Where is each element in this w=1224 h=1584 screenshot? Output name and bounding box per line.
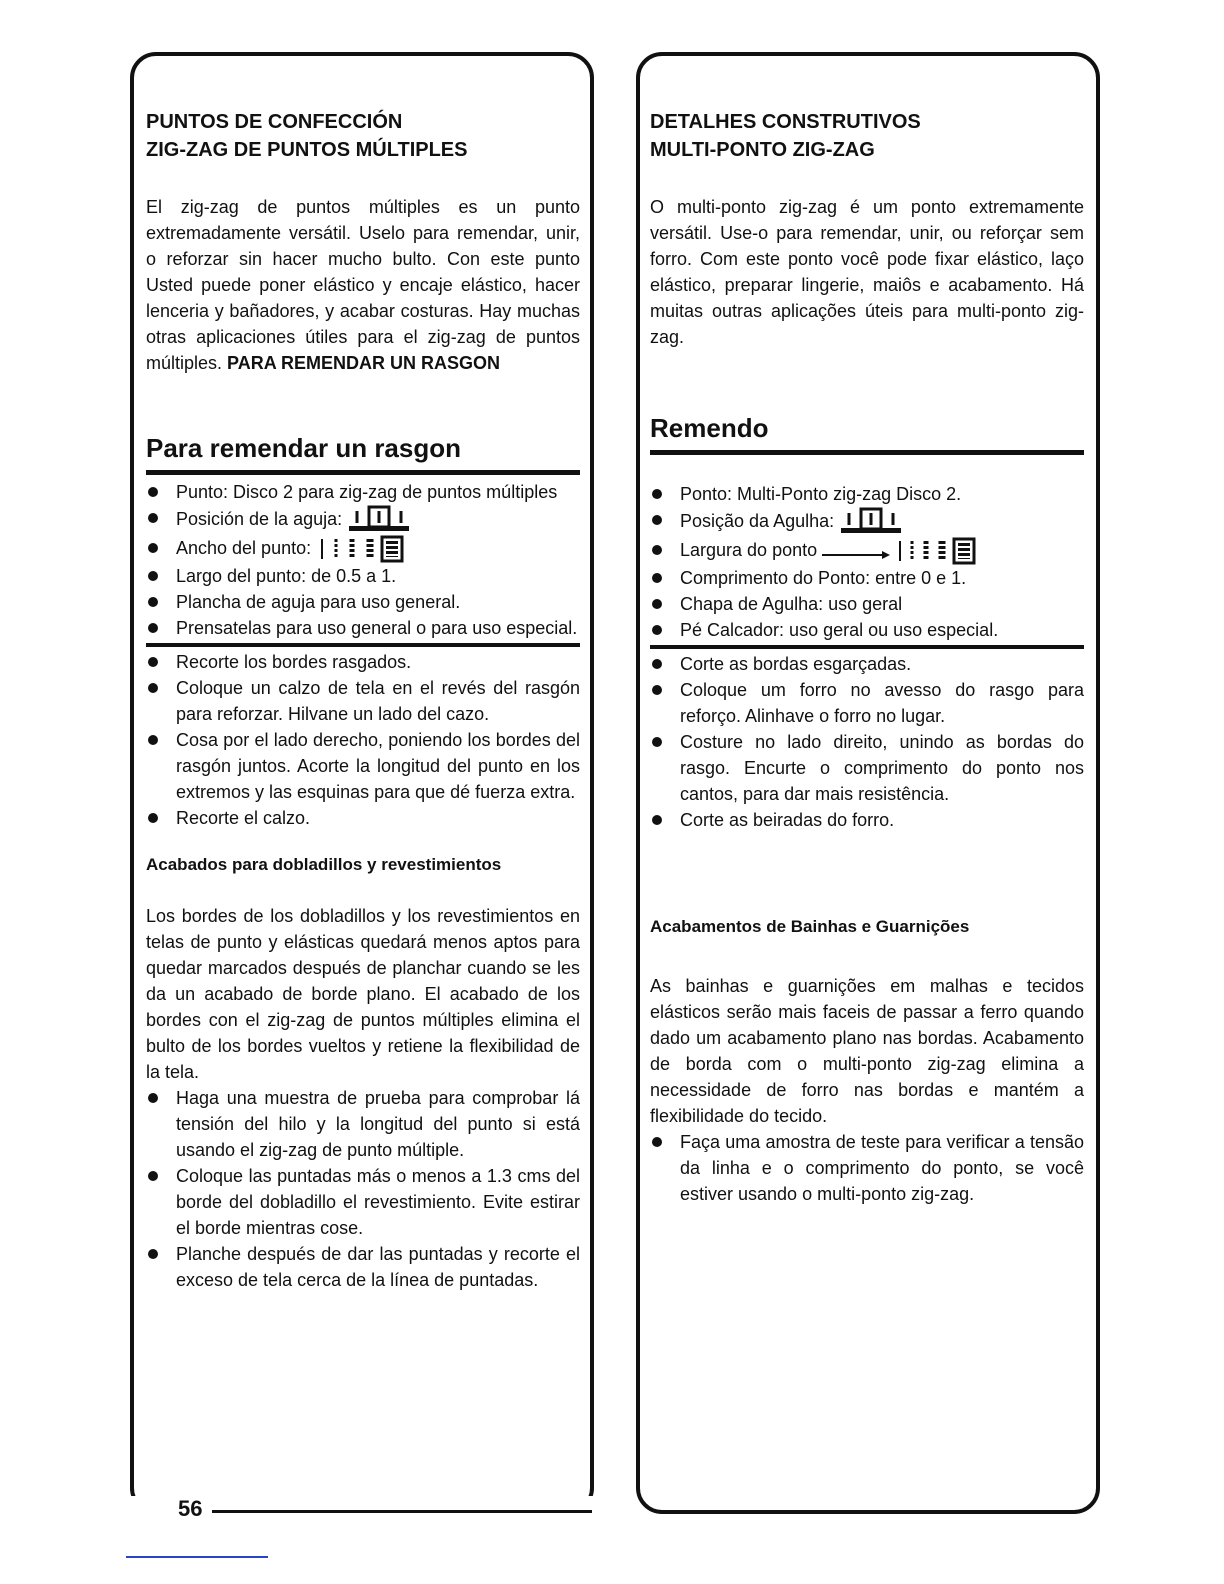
right-setting-item: Chapa de Agulha: uso geral: [650, 591, 1084, 617]
left-settings-list: [146, 479, 580, 641]
needle-position-icon: [347, 505, 411, 535]
right-step-item: Coloque um forro no avesso do rasgo para reforço. Alinhave o forro no lugar.: [650, 677, 1084, 729]
right-column: [650, 108, 1084, 1207]
right-setting-item: Comprimento do Ponto: entre 0 e 1.: [650, 565, 1084, 591]
left-setting-item: [146, 535, 580, 563]
right-subsection-text: As bainhas e guarnições em malhas e tecidos elásticos serão mais faceis de passar a ferro quando dado um acabamento plano nas bordas. Acabamento de borda com o multi-ponto zig-zag elimina a necessidade de forro nas bordas e mantém a flexibilidade do tecido.: [650, 976, 1084, 1127]
left-step-item: Coloque un calzo de tela en el revés del rasgón para reforzar. Hilvane un lado del cazo.: [146, 675, 580, 727]
right-intro: O multi-ponto zig-zag é um ponto extremamente versátil. Use-o para remendar, unir, ou reforçar sem forro. Com este ponto você pode fixar elástico, laço elástico, preparar lingerie, maiôs e acabamento. Há muitas outras aplicações úteis para multi-ponto zig-zag.: [650, 197, 1084, 347]
left-step-item: Recorte el calzo.: [146, 805, 580, 831]
page-number: 56: [172, 1496, 208, 1522]
page-number-footer: [130, 1496, 600, 1526]
left-subsection-text: Los bordes de los dobladillos y los revestimientos en telas de punto y elásticas quedará menos aptos para quedar marcados después de planchar cuando se les da un acabado de borde plano. El acabado de los bordes con el zig-zag de puntos múltiples elimina el bulto de los bordes vueltos y retiene la flexibilidad de la tela.: [146, 906, 580, 1083]
right-setting-item: Ponto: Multi-Ponto zig-zag Disco 2.: [650, 481, 1084, 507]
left-setting-label: Posición de la aguja:: [176, 508, 343, 529]
right-step-item: Corte as bordas esgarçadas.: [650, 651, 1084, 677]
left-setting-item: Punto: Disco 2 para zig-zag de puntos múltiples: [146, 479, 580, 505]
right-setting-label: Posição da Agulha:: [680, 510, 835, 531]
left-sub-steps-list: [146, 1085, 580, 1293]
right-steps-list: [650, 651, 1084, 833]
left-column: [146, 108, 580, 1293]
right-settings-divider: [650, 645, 1084, 649]
stitch-width-icon: [822, 537, 982, 565]
right-section-title: Remendo: [650, 412, 1084, 455]
right-heading-line2: MULTI-PONTO ZIG-ZAG: [650, 139, 875, 161]
right-step-item: Costure no lado direito, unindo as bordas do rasgo. Encurte o comprimento do ponto nos cantos, para dar mais resistência.: [650, 729, 1084, 807]
stitch-width-icon: [316, 535, 406, 563]
right-sub-steps-list: [650, 1129, 1084, 1207]
left-setting-item: [146, 505, 580, 535]
left-setting-item: Largo del punto: de 0.5 a 1.: [146, 563, 580, 589]
left-heading-line1: PUNTOS DE CONFECCIÓN: [146, 111, 403, 133]
right-setting-item: [650, 537, 1084, 565]
right-settings-list: [650, 481, 1084, 643]
left-sub-step-item: Coloque las puntadas más o menos a 1.3 cms del borde del dobladillo el revestimiento. Evite estirar el borde mientras cose.: [146, 1163, 580, 1241]
left-setting-item: Prensatelas para uso general o para uso especial.: [146, 615, 580, 641]
left-step-item: Cosa por el lado derecho, poniendo los bordes del rasgón juntos. Acorte la longitud del punto en los extremos y las esquinas para que dé fuerza extra.: [146, 727, 580, 805]
footer-rule: [212, 1510, 592, 1513]
left-settings-divider: [146, 643, 580, 647]
left-intro: [146, 194, 580, 376]
needle-position-icon: [839, 507, 903, 537]
right-step-item: Corte as beiradas do forro.: [650, 807, 1084, 833]
left-sub-step-item: Planche después de dar las puntadas y recorte el exceso de tela cerca de la línea de puntadas.: [146, 1241, 580, 1293]
left-section-title: Para remendar un rasgon: [146, 432, 580, 475]
left-steps-list: [146, 649, 580, 831]
left-intro-caps: PARA REMENDAR UN RASGON: [227, 353, 501, 373]
right-sub-step-item: Faça uma amostra de teste para verificar a tensão da linha e o comprimento do ponto, se você estiver usando o multi-ponto zig-zag.: [650, 1129, 1084, 1207]
right-setting-label: Largura do ponto: [680, 540, 818, 560]
left-subsection-title: Acabados para dobladillos y revestimientos: [146, 855, 502, 875]
right-heading-line1: DETALHES CONSTRUTIVOS: [650, 111, 921, 133]
right-subsection-title: Acabamentos de Bainhas e Guarnições: [650, 917, 970, 937]
left-step-item: Recorte los bordes rasgados.: [146, 649, 580, 675]
right-setting-item: Pé Calcador: uso geral ou uso especial.: [650, 617, 1084, 643]
left-setting-label: Ancho del punto:: [176, 538, 312, 558]
left-heading-line2: ZIG-ZAG DE PUNTOS MÚLTIPLES: [146, 139, 468, 161]
left-sub-step-item: Haga una muestra de prueba para comprobar lá tensión del hilo y la longitud del punto si está usando el zig-zag de punto múltiple.: [146, 1085, 580, 1163]
footer-link-line: [126, 1556, 268, 1558]
left-setting-item: Plancha de aguja para uso general.: [146, 589, 580, 615]
left-intro-text: El zig-zag de puntos múltiples es un punto extremadamente versátil. Uselo para remendar, unir, o reforzar sin hacer mucho bulto. Con este punto Usted puede poner elástico y encaje elástico, hacer lenceria y bañadores, y acabar costuras. Hay muchas otras aplicaciones útiles para el zig-zag de puntos múltiples.: [146, 197, 580, 373]
right-setting-item: [650, 507, 1084, 537]
